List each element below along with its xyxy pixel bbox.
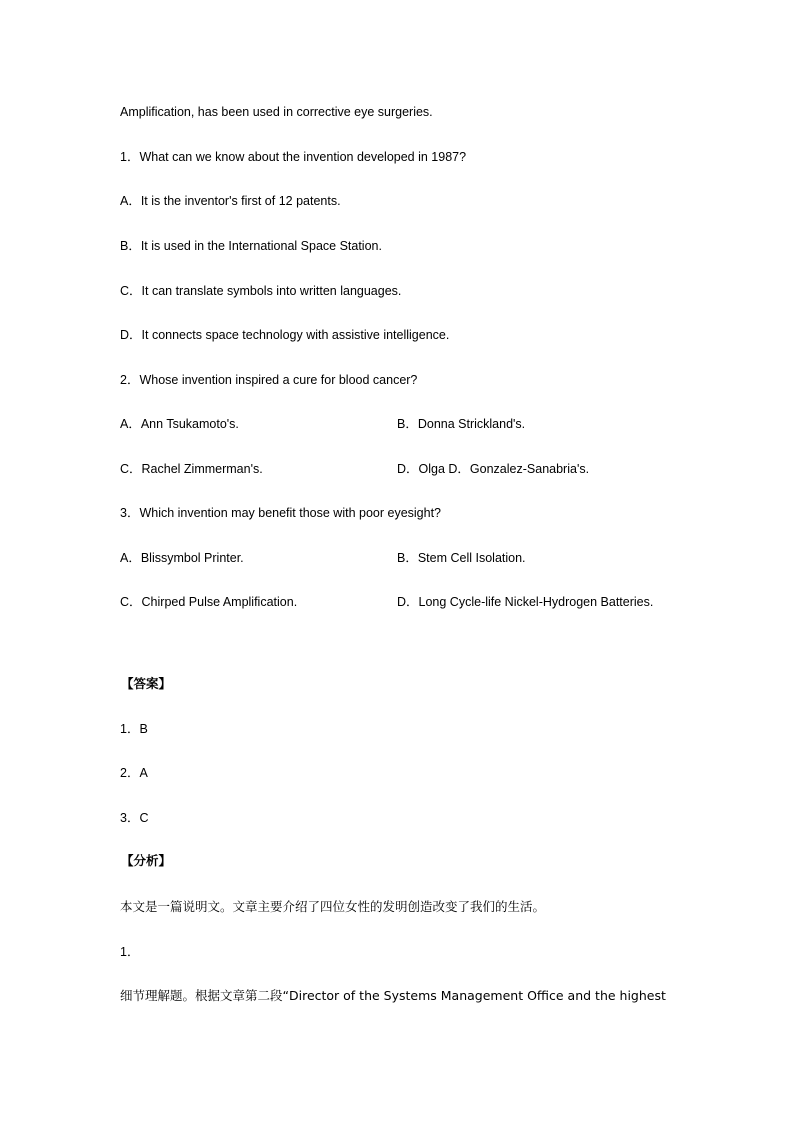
question-3-option-d: D．Long Cycle-life Nickel-Hydrogen Batteries.: [397, 595, 654, 609]
question-2-option-c: C．Rachel Zimmerman's.: [120, 462, 263, 476]
analysis-item-1-text: 细节理解题。根据文章第二段“Director of the Systems Management Office and the highest: [120, 988, 666, 1003]
question-2-option-d: D．Olga D．Gonzalez-Sanabria's.: [397, 462, 590, 476]
analysis-heading: 【分析】: [121, 853, 172, 868]
question-1-option-a: A．It is the inventor's first of 12 patents.: [120, 194, 341, 208]
answer-1: 1．B: [120, 722, 148, 736]
question-1-option-c: C．It can translate symbols into written languages.: [120, 284, 402, 298]
question-2-option-b: B．Donna Strickland's.: [397, 417, 526, 431]
question-1-option-b: B．It is used in the International Space Station.: [120, 239, 382, 253]
question-3-option-a: A．Blissymbol Printer.: [120, 551, 244, 565]
intro-text: Amplification, has been used in corrective eye surgeries.: [120, 105, 433, 119]
question-3-option-c: C．Chirped Pulse Amplification.: [120, 595, 298, 609]
answer-2: 2．A: [120, 766, 148, 780]
analysis-summary: 本文是一篇说明文。文章主要介绍了四位女性的发明创造改变了我们的生活。: [120, 899, 546, 914]
analysis-item-1-number: 1．: [120, 945, 140, 959]
question-1-option-d: D．It connects space technology with assistive intelligence.: [120, 328, 450, 342]
question-2-stem: 2．Whose invention inspired a cure for blood cancer?: [120, 373, 418, 387]
question-1-stem: 1．What can we know about the invention developed in 1987?: [120, 150, 467, 164]
question-2-option-a: A．Ann Tsukamoto's.: [120, 417, 239, 431]
question-3-option-b: B．Stem Cell Isolation.: [397, 551, 526, 565]
question-3-stem: 3．Which invention may benefit those with poor eyesight?: [120, 506, 442, 520]
answer-3: 3．C: [120, 811, 149, 825]
answer-heading: 【答案】: [121, 676, 172, 691]
